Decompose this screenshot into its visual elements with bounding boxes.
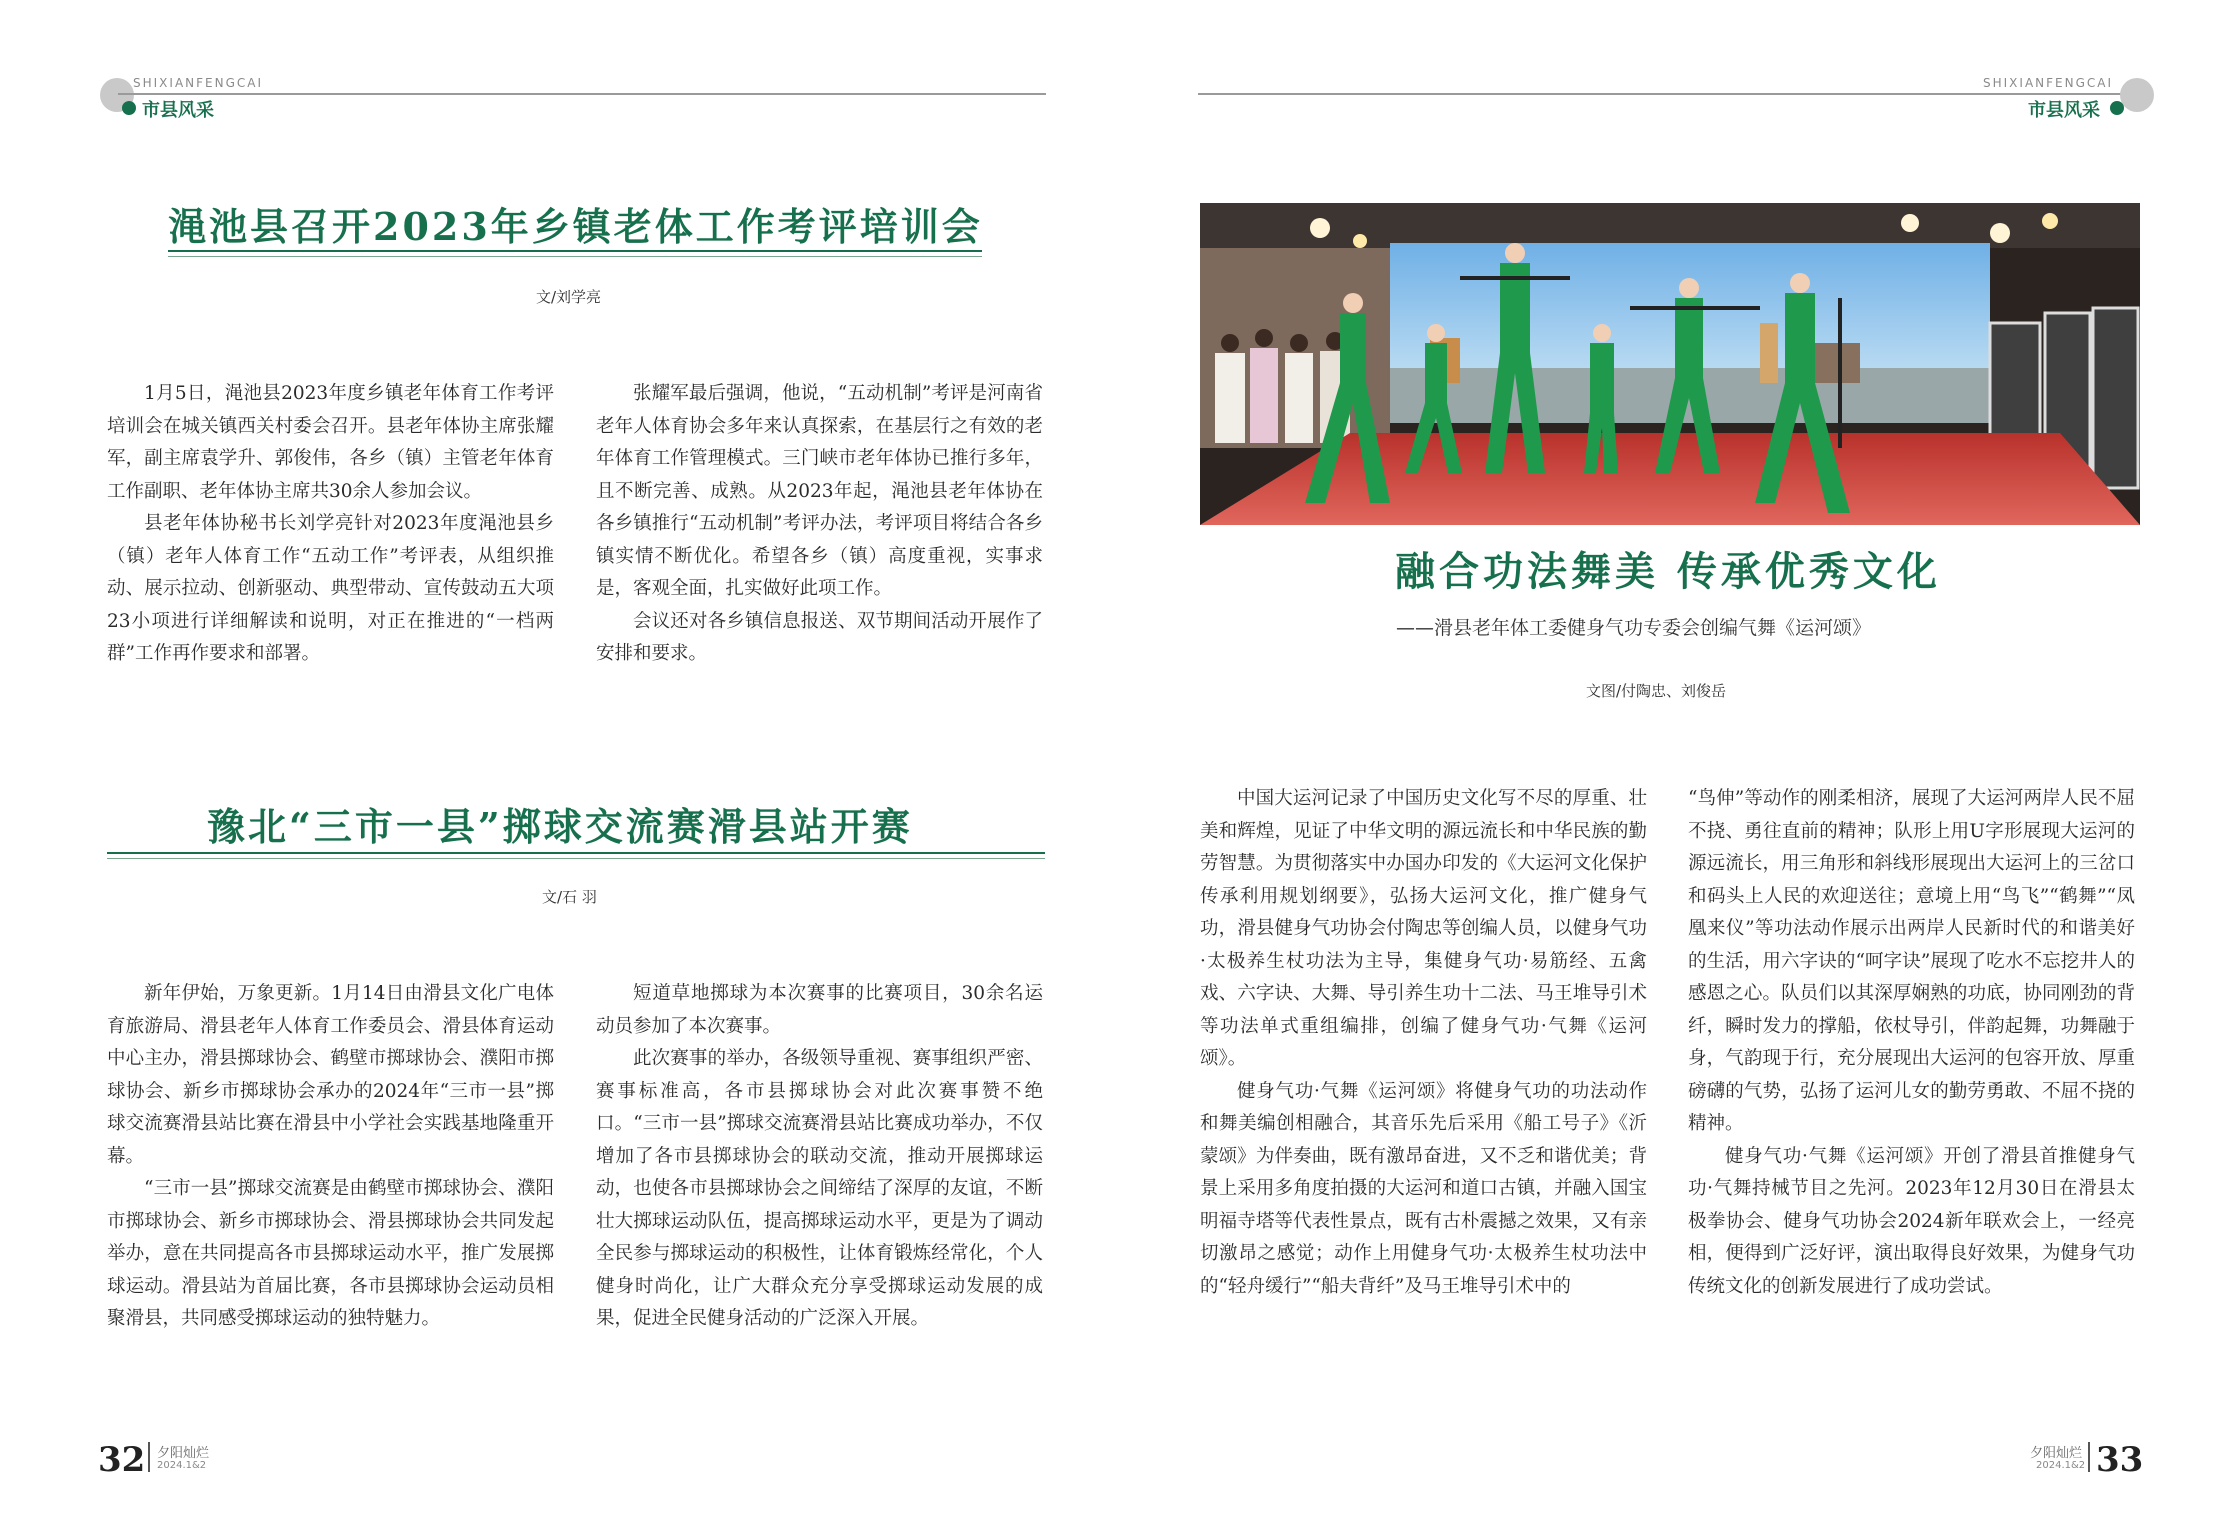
- article1-title: 渑池县召开2023年乡镇老体工作考评培训会: [168, 204, 983, 249]
- paragraph: 县老年体协秘书长刘学亮针对2023年度渑池县乡（镇）老年人体育工作“五动工作”考评表，从组织推动、展示拉动、创新驱动、典型带动、宣传鼓动五大项23小项进行详细解读和说明，对正在推进的“一档两群”工作再作要求和部署。: [107, 513, 554, 664]
- article2-title-rule-thin: [107, 858, 1045, 859]
- article1-title-rule-thin: [168, 256, 982, 257]
- paragraph: 会议还对各乡镇信息报送、双节期间活动开展作了安排和要求。: [596, 610, 1043, 664]
- article-column-2: [1688, 783, 2135, 1303]
- page-number: 33: [2096, 1440, 2144, 1480]
- header-dot-icon: [2110, 101, 2124, 115]
- right-page: [1118, 0, 2236, 1528]
- magazine-name: 夕阳灿烂: [2030, 1446, 2083, 1461]
- header-rule: [118, 93, 1046, 95]
- paragraph: 短道草地掷球为本次赛事的比赛项目，30余名运动员参加了本次赛事。: [596, 983, 1043, 1037]
- article2-byline: 文/石 羽: [542, 888, 597, 906]
- header-section-label: 市县风采: [2028, 100, 2100, 121]
- issue-label: 2024.1&2: [2036, 1460, 2086, 1471]
- article1-byline: 文/刘学亮: [536, 288, 602, 306]
- article1-column-1: [107, 378, 554, 671]
- article2-title-rule: [107, 852, 1045, 854]
- header-en-label: SHIXIANFENGCAI: [1983, 76, 2114, 90]
- article2-column-2: [596, 978, 1043, 1336]
- article-byline: 文图/付陶忠、刘俊岳: [1586, 682, 1727, 700]
- footer-divider: [2088, 1442, 2090, 1472]
- paragraph: “三市一县”掷球交流赛是由鹤壁市掷球协会、濮阳市掷球协会、新乡市掷球协会、滑县掷球协会共同发起举办，意在共同提高各市县掷球运动水平，推广发展掷球运动。滑县站为首届比赛，各市县掷球协会运动员相聚滑县，共同感受掷球运动的独特魅力。: [107, 1178, 554, 1329]
- article-title: 融合功法舞美 传承优秀文化: [1395, 548, 1941, 595]
- header-en-label: SHIXIANFENGCAI: [133, 76, 264, 90]
- header-dot-icon: [122, 101, 136, 115]
- paragraph: 健身气功·气舞《运河颂》将健身气功的功法动作和舞美编创相融合，其音乐先后采用《船工号子》《沂蒙颂》为伴奏曲，既有激昂奋进，又不乏和谐优美；背景上采用多角度拍摄的大运河和道口古镇，并融入国宝明福寺塔等代表性景点，既有古朴震撼之效果，又有亲切激昂之感觉；动作上用健身气功·太极养生杖功法中的“轻舟缓行”“船夫背纤”及马王堆导引术中的: [1200, 1080, 1647, 1297]
- qigong-dance-stage-illustration: [1200, 203, 2140, 525]
- header-section-label: 市县风采: [142, 100, 214, 121]
- article1-title-rule: [168, 250, 982, 252]
- header-circle-decoration: [2120, 78, 2154, 112]
- paragraph: 此次赛事的举办，各级领导重视、赛事组织严密、赛事标准高，各市县掷球协会对此次赛事赞不绝口。“三市一县”掷球交流赛滑县站比赛成功举办，不仅增加了各市县掷球协会的联动交流，推动开展掷球运动，也使各市县掷球协会之间缔结了深厚的友谊，不断壮大掷球运动队伍，提高掷球运动水平，更是为了调动全民参与掷球运动的积极性，让体育锻炼经常化，个人健身时尚化，让广大群众充分享受掷球运动发展的成果，促进全民健身活动的广泛深入开展。: [596, 1048, 1043, 1329]
- paragraph: 新年伊始，万象更新。1月14日由滑县文化广电体育旅游局、滑县老年人体育工作委员会、滑县体育运动中心主办，滑县掷球协会、鹤壁市掷球协会、濮阳市掷球协会、新乡市掷球协会承办的2024年“三市一县”掷球交流赛滑县站比赛在滑县中小学社会实践基地隆重开幕。: [107, 983, 554, 1167]
- footer-divider: [148, 1442, 150, 1472]
- article-subtitle: ——滑县老年体工委健身气功专委会创编气舞《运河颂》: [1396, 617, 1872, 639]
- paragraph: 1月5日，渑池县2023年度乡镇老年体育工作考评培训会在城关镇西关村委会召开。县老年体协主席张耀军，副主席袁学升、郭俊伟，各乡（镇）主管老年体育工作副职、老年体协主席共30余人参加会议。: [107, 383, 554, 502]
- article-column-1: [1200, 783, 1647, 1303]
- performance-photo: [1200, 203, 2140, 525]
- header-rule: [1198, 93, 2123, 95]
- magazine-name: 夕阳灿烂: [157, 1446, 210, 1461]
- article1-column-2: [596, 378, 1043, 671]
- article2-column-1: [107, 978, 554, 1336]
- paragraph: 中国大运河记录了中国历史文化写不尽的厚重、壮美和辉煌，见证了中华文明的源远流长和中华民族的勤劳智慧。为贯彻落实中办国办印发的《大运河文化保护传承利用规划纲要》，弘扬大运河文化，推广健身气功，滑县健身气功协会付陶忠等创编人员，以健身气功·太极养生杖功法为主导，集健身气功·易筋经、五禽戏、六字诀、大舞、导引养生功十二法、马王堆导引术等功法单式重组编排，创编了健身气功·气舞《运河颂》。: [1200, 788, 1647, 1069]
- paragraph: 张耀军最后强调，他说，“五动机制”考评是河南省老年人体育协会多年来认真探索，在基层行之有效的老年体育工作管理模式。三门峡市老年体协已推行多年，且不断完善、成熟。从2023年起，渑池县老年体协在各乡镇推行“五动机制”考评办法，考评项目将结合各乡镇实情不断优化。希望各乡（镇）高度重视，实事求是，客观全面，扎实做好此项工作。: [596, 383, 1043, 599]
- page-number: 32: [98, 1440, 146, 1480]
- article2-title: 豫北“三市一县”掷球交流赛滑县站开赛: [207, 804, 913, 849]
- paragraph: “鸟伸”等动作的刚柔相济，展现了大运河两岸人民不屈不挠、勇往直前的精神；队形上用U字形展现大运河的源远流长，用三角形和斜线形展现出大运河上的三岔口和码头上人民的欢迎送往；意境上用“鸟飞”“鹤舞”“凤凰来仪”等功法动作展示出两岸人民新时代的和谐美好的生活，用六字诀的“呵字诀”展现了吃水不忘挖井人的感恩之心。队员们以其深厚娴熟的功底，协同刚劲的背纤，瞬时发力的撑船，依杖导引，伴韵起舞，功舞融于身，气韵现于行，充分展现出大运河的包容开放、厚重磅礴的气势，弘扬了运河儿女的勤劳勇敢、不屈不挠的精神。: [1688, 788, 2135, 1134]
- paragraph: 健身气功·气舞《运河颂》开创了滑县首推健身气功·气舞持械节目之先河。2023年12月30日在滑县太极拳协会、健身气功协会2024新年联欢会上，一经亮相，便得到广泛好评，演出取得良好效果，为健身气功传统文化的创新发展进行了成功尝试。: [1688, 1145, 2135, 1297]
- issue-label: 2024.1&2: [157, 1460, 207, 1471]
